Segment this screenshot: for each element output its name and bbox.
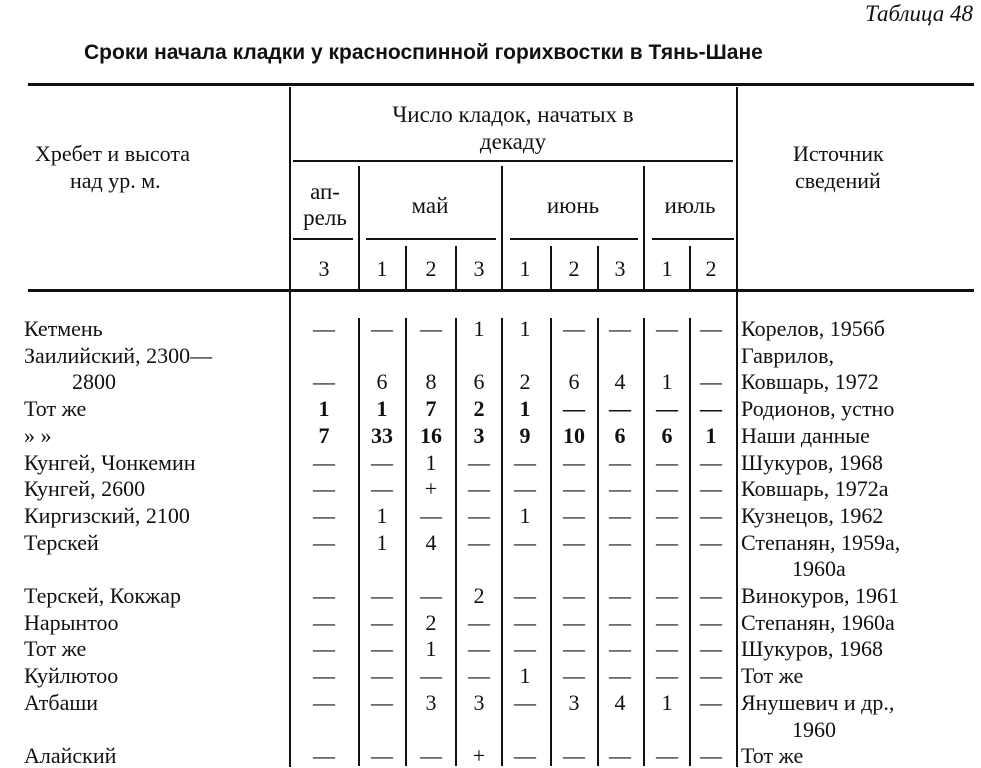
decade-number: 3 — [473, 256, 485, 281]
count-cell: 4 — [614, 369, 626, 395]
count-cell: + — [472, 743, 486, 768]
source-label: Степанян, 1960а — [741, 609, 895, 635]
count-cell: — — [514, 529, 536, 555]
count-cell: — — [700, 369, 722, 395]
count-cell: 6 — [568, 369, 580, 395]
count-cell: 1 — [519, 316, 531, 341]
table-number: Таблица 48 — [864, 1, 973, 26]
count-cell: 1 — [318, 396, 330, 422]
july-header: июль — [664, 193, 716, 218]
top-rule — [28, 83, 974, 86]
count-cell: — — [700, 609, 722, 635]
source-label: Ковшарь, 1972 — [741, 369, 879, 395]
decade-number: 1 — [519, 256, 531, 281]
count-cell: — — [514, 449, 536, 475]
count-cell: — — [313, 689, 335, 715]
range-header-line2: над ур. м. — [70, 168, 161, 193]
count-cell: — — [563, 476, 585, 502]
count-cell: — — [563, 502, 585, 528]
count-cell: — — [700, 636, 722, 662]
count-cell: — — [468, 636, 490, 662]
count-cell: 2 — [425, 609, 437, 635]
count-cell: — — [700, 529, 722, 555]
source-label: Тот же — [741, 663, 804, 689]
count-cell: — — [514, 609, 536, 635]
april-header-line2: рель — [303, 205, 347, 230]
count-cell: 1 — [661, 369, 673, 395]
count-cell: 1 — [376, 529, 388, 555]
count-cell: 1 — [425, 636, 437, 662]
count-cell: 6 — [661, 422, 673, 448]
range-label: 2800 — [72, 369, 116, 395]
count-cell: — — [420, 583, 442, 608]
range-label: Терскей, Кокжар — [24, 583, 182, 608]
count-cell: — — [700, 743, 722, 768]
count-cell: — — [656, 316, 678, 341]
count-cell: — — [514, 583, 536, 608]
count-cell: — — [656, 663, 678, 689]
count-cell: — — [700, 396, 722, 422]
may-underline — [366, 238, 496, 240]
count-cell: — — [371, 583, 393, 608]
count-cell: — — [700, 449, 722, 475]
range-label: Кетмень — [24, 316, 103, 341]
count-cell: — — [656, 502, 678, 528]
range-label: Терскей — [24, 529, 99, 555]
count-cell: — — [656, 609, 678, 635]
count-cell: — — [563, 396, 585, 422]
count-header-line2: декаду — [479, 129, 547, 154]
count-cell: — — [656, 476, 678, 502]
source-label: Шукуров, 1968 — [741, 449, 883, 475]
count-cell: — — [609, 583, 631, 608]
count-cell: — — [609, 502, 631, 528]
count-header-line1: Число кладок, начатых в — [392, 102, 634, 127]
count-cell: — — [656, 396, 678, 422]
count-cell: — — [313, 316, 335, 341]
count-cell: 1 — [425, 449, 437, 475]
source-header-line2: сведений — [795, 168, 881, 193]
source-label: Гаврилов, — [741, 342, 834, 368]
decade-number: 2 — [568, 256, 580, 281]
count-cell: 4 — [614, 689, 626, 715]
source-label: 1960 — [792, 716, 836, 742]
count-cell: 8 — [425, 369, 437, 395]
count-cell: — — [563, 583, 585, 608]
count-cell: — — [700, 583, 722, 608]
source-label: Шукуров, 1968 — [741, 636, 883, 662]
count-cell: 1 — [519, 663, 531, 689]
count-cell: — — [313, 369, 335, 395]
count-cell: — — [563, 609, 585, 635]
count-cell: 1 — [376, 396, 388, 422]
count-cell: — — [371, 609, 393, 635]
count-cell: — — [700, 476, 722, 502]
decade-number: 1 — [661, 256, 673, 281]
count-cell: 1 — [473, 316, 485, 341]
count-cell: 7 — [425, 396, 437, 422]
count-cell: — — [371, 743, 393, 768]
count-cell: 6 — [376, 369, 388, 395]
source-label: Кузнецов, 1962 — [741, 502, 884, 528]
range-label: Алайский — [24, 743, 117, 768]
count-cell: 2 — [473, 583, 485, 608]
count-cell: — — [371, 689, 393, 715]
source-label: 1960а — [792, 556, 846, 582]
count-cell: 3 — [473, 689, 485, 715]
count-cell: 3 — [425, 689, 437, 715]
source-label: Родионов, устно — [741, 396, 895, 422]
source-label: Степанян, 1959а, — [741, 529, 901, 555]
range-label: Кунгей, 2600 — [24, 476, 146, 502]
decade-number: 2 — [425, 256, 437, 281]
count-cell: — — [609, 609, 631, 635]
count-cell: — — [563, 529, 585, 555]
count-cell: — — [313, 663, 335, 689]
source-label: Тот же — [741, 743, 804, 768]
range-label: Куйлютоо — [24, 663, 119, 689]
count-cell: 9 — [519, 422, 531, 448]
count-cell: — — [514, 689, 536, 715]
count-cell: 10 — [563, 422, 585, 448]
count-cell: — — [371, 663, 393, 689]
source-label: Наши данные — [741, 422, 870, 448]
count-cell: — — [656, 583, 678, 608]
source-label: Корелов, 1956б — [741, 316, 885, 341]
count-cell: — — [313, 743, 335, 768]
count-cell: 33 — [371, 422, 393, 448]
count-cell: — — [656, 529, 678, 555]
count-cell: — — [609, 529, 631, 555]
count-cell: — — [514, 743, 536, 768]
may-header: май — [411, 193, 449, 218]
body-divider — [405, 318, 407, 766]
count-cell: — — [700, 663, 722, 689]
count-cell: — — [420, 502, 442, 528]
decade-number: 2 — [705, 256, 717, 281]
count-cell: — — [700, 316, 722, 341]
count-cell: — — [313, 636, 335, 662]
header-bottom-rule — [28, 289, 974, 292]
source-label: Янушевич и др., — [741, 689, 895, 715]
count-cell: 1 — [661, 689, 673, 715]
count-cell: — — [563, 316, 585, 341]
range-header-line1: Хребет и высота — [35, 141, 190, 166]
decade-number: 3 — [614, 256, 626, 281]
count-cell: — — [371, 636, 393, 662]
right-column-divider — [736, 87, 738, 767]
june-underline — [510, 238, 638, 240]
count-cell: 3 — [473, 422, 485, 448]
july-underline — [652, 238, 734, 240]
count-cell: — — [656, 636, 678, 662]
table-title: Сроки начала кладки у красноспинной горихвостки в Тянь-Шане — [84, 41, 763, 64]
range-label: » » — [24, 422, 52, 448]
count-header-underline — [293, 160, 733, 162]
count-cell: — — [609, 743, 631, 768]
count-cell: 6 — [614, 422, 626, 448]
count-cell: — — [514, 476, 536, 502]
count-cell: 1 — [376, 502, 388, 528]
left-column-divider — [289, 87, 291, 767]
count-cell: — — [609, 396, 631, 422]
count-cell: — — [420, 743, 442, 768]
count-cell: — — [313, 583, 335, 608]
count-cell: 2 — [473, 396, 485, 422]
count-cell: — — [609, 449, 631, 475]
count-cell: — — [609, 316, 631, 341]
count-cell: — — [313, 609, 335, 635]
count-cell: 1 — [519, 502, 531, 528]
count-cell: — — [700, 502, 722, 528]
count-cell: — — [313, 476, 335, 502]
count-cell: — — [468, 609, 490, 635]
count-cell: — — [313, 449, 335, 475]
count-cell: 16 — [420, 422, 442, 448]
count-cell: — — [371, 316, 393, 341]
april-header-line1: ап- — [310, 179, 340, 204]
range-label: Тот же — [24, 396, 87, 422]
count-cell: 2 — [519, 369, 531, 395]
count-cell: — — [313, 502, 335, 528]
count-cell: — — [371, 449, 393, 475]
count-cell: — — [563, 636, 585, 662]
count-cell: — — [609, 636, 631, 662]
count-cell: — — [468, 663, 490, 689]
count-cell: 3 — [568, 689, 580, 715]
count-cell: + — [424, 476, 438, 502]
range-label: Киргизский, 2100 — [24, 502, 190, 528]
range-label: Атбаши — [24, 689, 99, 715]
count-cell: — — [468, 529, 490, 555]
range-label: Тот же — [24, 636, 87, 662]
range-label: Заилийский, 2300— — [24, 342, 213, 368]
count-cell: — — [468, 502, 490, 528]
count-cell: — — [468, 449, 490, 475]
april-underline — [293, 238, 353, 240]
source-label: Винокуров, 1961 — [741, 583, 899, 608]
count-cell: — — [468, 476, 490, 502]
count-cell: — — [420, 663, 442, 689]
decade-number: 1 — [376, 256, 388, 281]
count-cell: — — [609, 663, 631, 689]
count-cell: — — [700, 689, 722, 715]
count-cell: 4 — [425, 529, 437, 555]
count-cell: 7 — [318, 422, 330, 448]
count-cell: — — [313, 529, 335, 555]
count-cell: 1 — [705, 422, 717, 448]
count-cell: — — [514, 636, 536, 662]
june-header: июнь — [546, 193, 600, 218]
count-cell: — — [563, 663, 585, 689]
decade-divider — [405, 246, 407, 289]
decade-number: 3 — [318, 256, 330, 281]
count-cell: — — [656, 743, 678, 768]
count-cell: — — [609, 476, 631, 502]
source-label: Ковшарь, 1972а — [741, 476, 889, 502]
source-header-line1: Источник — [793, 141, 884, 166]
count-cell: 6 — [473, 369, 485, 395]
count-cell: — — [656, 449, 678, 475]
range-label: Нарынтоо — [24, 609, 119, 635]
range-label: Кунгей, Чонкемин — [24, 449, 196, 475]
count-cell: 1 — [519, 396, 531, 422]
count-cell: — — [563, 743, 585, 768]
count-cell: — — [420, 316, 442, 341]
count-cell: — — [371, 476, 393, 502]
count-cell: — — [563, 449, 585, 475]
